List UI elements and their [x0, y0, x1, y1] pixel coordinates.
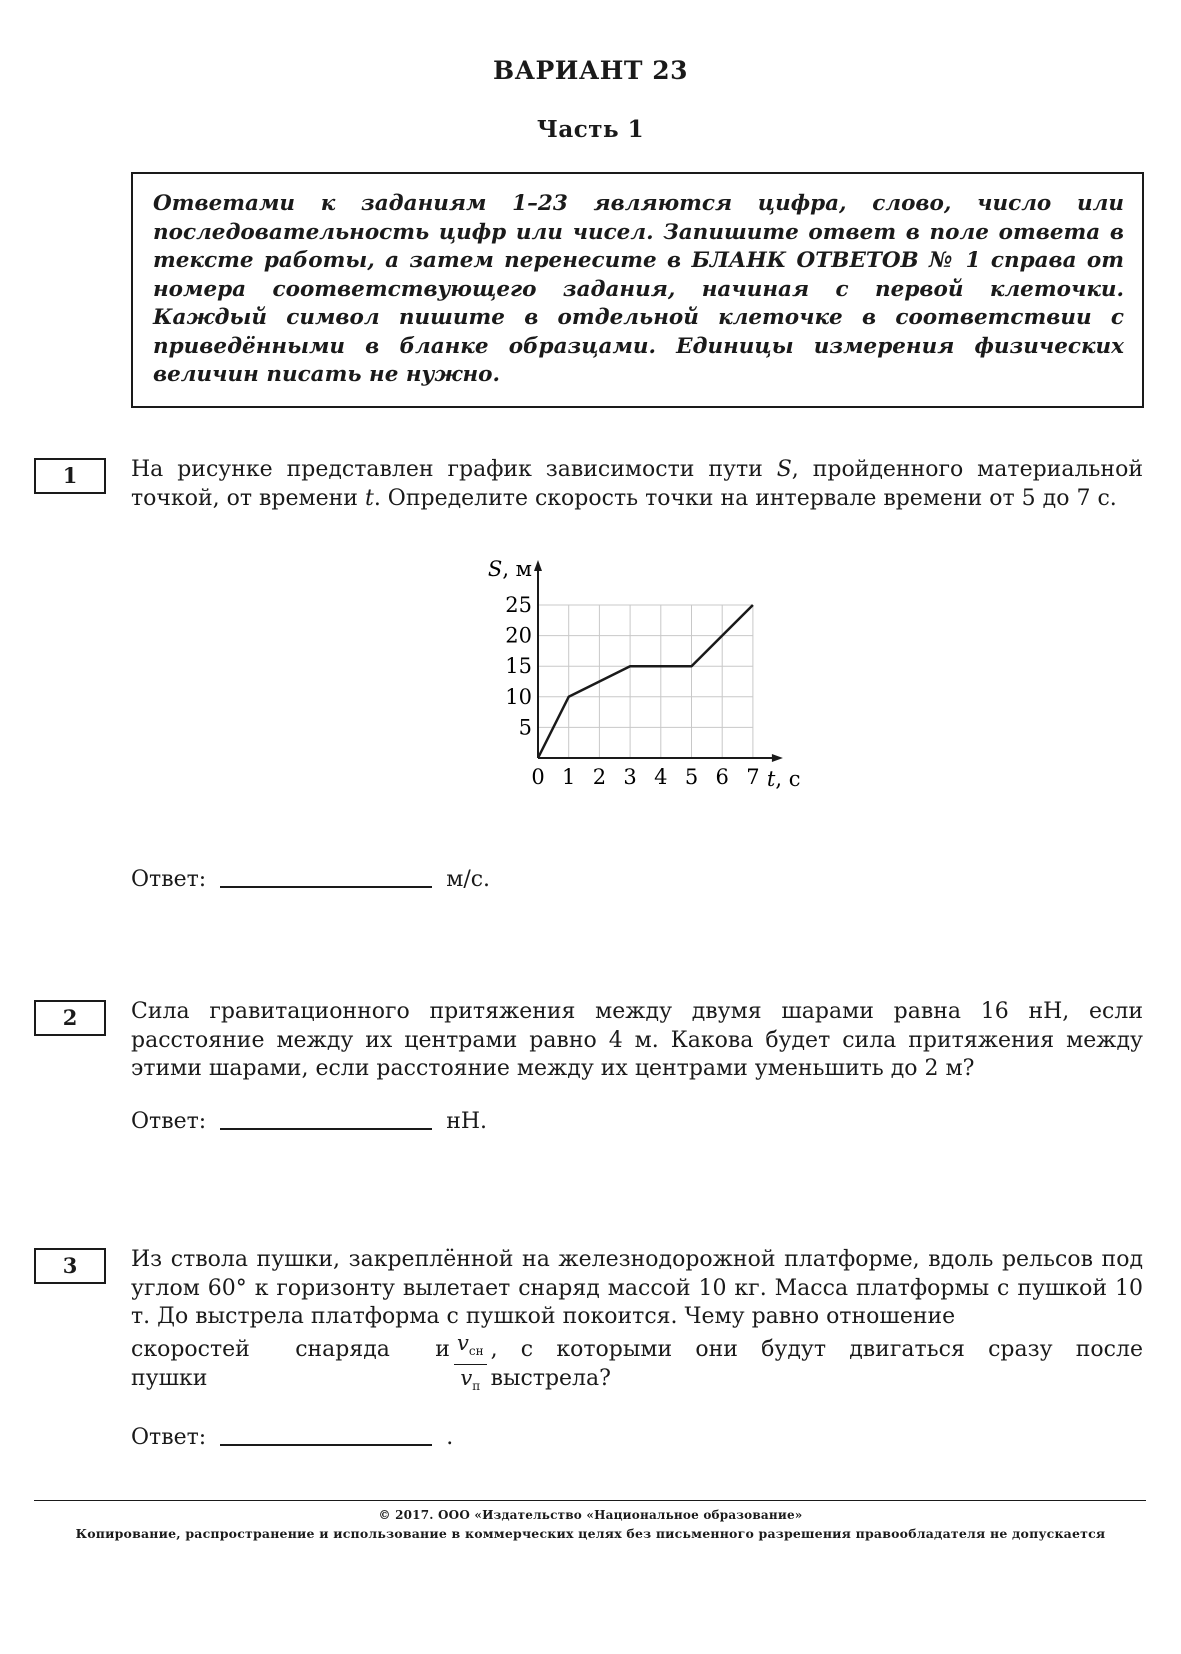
fraction-numerator: v — [456, 1331, 469, 1355]
velocity-ratio-fraction — [454, 1332, 487, 1397]
chart-x-tick-label: 0 — [531, 765, 545, 789]
chart-x-tick-label: 3 — [623, 765, 637, 789]
chart-y-tick-label: 15 — [505, 654, 532, 679]
task-1-var-t: t — [364, 485, 374, 511]
chart-x-tick-label: 6 — [715, 765, 729, 789]
task-3-text-part: скоростей снаряда и пушки — [131, 1337, 450, 1391]
chart-tick-labels — [505, 593, 759, 789]
footer-divider — [34, 1500, 1146, 1501]
answer-row-1 — [131, 866, 490, 892]
footer-notice: Копирование, распространение и использование в коммерческих целях без письменного разрешения правообладателя не допускается — [75, 1526, 1106, 1541]
answer-field-2[interactable] — [220, 1108, 432, 1130]
task-1-var-s: S — [776, 457, 792, 482]
instructions-text: Ответами к заданиям 1–23 являются цифра, слово, число или последовательность цифр или чисел. Запишите ответ в поле ответа в тексте работы, а затем перенесите в БЛАНК ОТВЕТОВ № 1 справа от номера соответствующего задания, начиная с первой клеточки. Каждый символ пишите в отдельной клеточке в соответствии с приведёнными в бланке образцами. Единицы измерения физических величин писать не нужно. — [153, 191, 1124, 387]
fraction-numerator-sub: сн — [468, 1344, 484, 1359]
chart-y-tick-label: 25 — [505, 593, 532, 617]
chart-x-tick-label: 7 — [746, 765, 760, 789]
task-1-text-part: , пройденного материальной точкой, от времени — [131, 457, 1143, 511]
fraction-denominator: v — [460, 1366, 473, 1391]
distance-time-chart — [480, 560, 840, 820]
chart-y-tick-label: 20 — [505, 623, 532, 648]
chart-x-axis-arrow — [772, 754, 783, 762]
chart-grid — [538, 605, 753, 758]
task-2-text: Сила гравитационного притяжения между двумя шарами равна 16 нН, если расстояние между их центрами равно 4 м. Какова будет сила притяжения между этими шарами, если расстояние между их центрами уменьшить до 2 м? — [131, 999, 1143, 1081]
task-3-text-part: , с которыми они будут двигаться сразу после выстрела? — [490, 1337, 1143, 1391]
answer-row-3 — [131, 1424, 453, 1450]
chart-y-axis-label: S, м — [487, 560, 532, 581]
chart-x-tick-label: 1 — [562, 765, 576, 789]
answer-field-1[interactable] — [220, 866, 432, 888]
instructions-box — [131, 172, 1144, 408]
task-1-text-part: На рисунке представлен график зависимости пути — [131, 457, 777, 482]
task-number-2: 2 — [34, 1000, 106, 1036]
task-1-text-part: . Определите скорость точки на интервале времени от 5 до 7 с. — [373, 485, 1117, 511]
task-number-3: 3 — [34, 1248, 106, 1284]
chart-axes — [534, 560, 783, 762]
answer-row-2 — [131, 1108, 487, 1134]
part-title: Часть 1 — [536, 116, 645, 143]
answer-unit-3: . — [446, 1425, 454, 1450]
answer-unit-1: м/с. — [446, 867, 491, 892]
task-number-1: 1 — [34, 458, 106, 494]
answer-field-3[interactable] — [220, 1424, 432, 1446]
fraction-denominator-sub: п — [472, 1379, 481, 1394]
chart-x-axis-label: t, с — [766, 767, 801, 791]
chart-y-axis-arrow — [534, 560, 542, 571]
page-title: ВАРИАНТ 23 — [493, 56, 688, 85]
answer-label: Ответ: — [131, 1425, 207, 1450]
task-3-text: Из ствола пушки, закреплённой на железнодорожной платформе, вдоль рельсов под углом 60° к горизонту вылетает снаряд массой 10 кг. Масса платформы с пушкой 10 т. До выстрела платформа с пушкой покоится. Чему равно отношение — [131, 1247, 1143, 1329]
chart-x-tick-label: 4 — [654, 765, 668, 789]
chart-x-tick-label: 2 — [592, 765, 607, 789]
answer-unit-2: нН. — [446, 1109, 488, 1134]
answer-label: Ответ: — [131, 1109, 207, 1134]
chart-series-line — [538, 605, 753, 758]
chart-y-tick-label: 10 — [505, 684, 532, 709]
task-1-text — [131, 456, 1143, 513]
task-3-text-line2 — [131, 1332, 1143, 1397]
chart-x-tick-label: 5 — [684, 765, 699, 789]
chart-y-tick-label: 5 — [518, 715, 532, 740]
footer-copyright: © 2017. ООО «Издательство «Национальное образование» — [378, 1508, 803, 1522]
answer-label: Ответ: — [131, 867, 207, 892]
